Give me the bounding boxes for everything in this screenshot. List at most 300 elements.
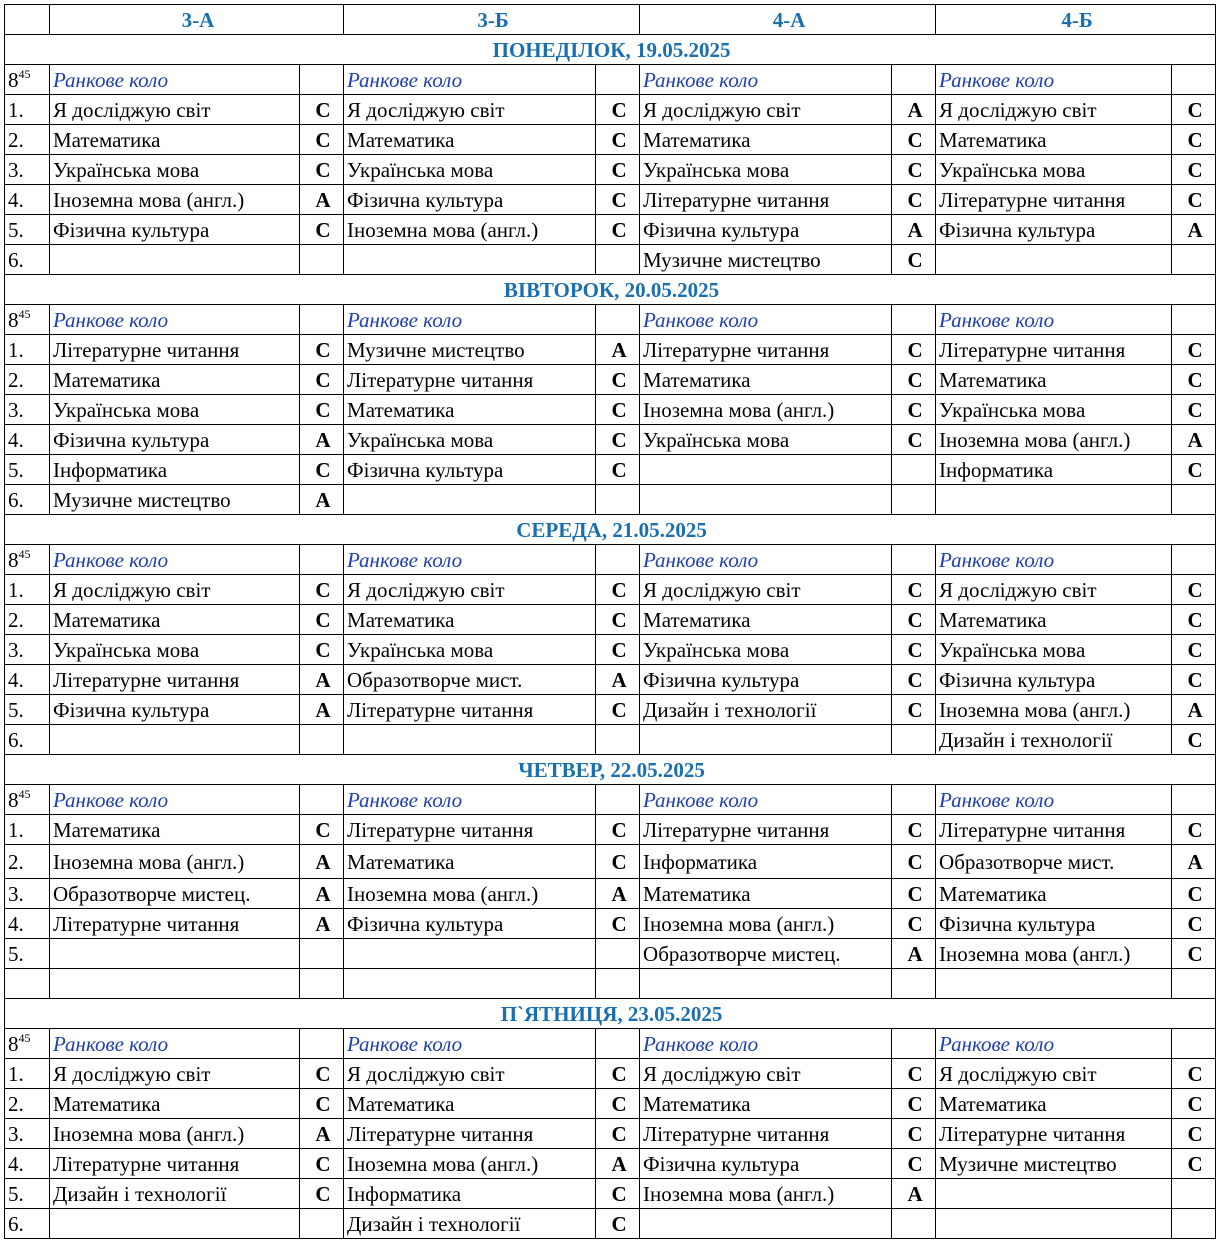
mode-cell: С [892,395,936,425]
lesson-row [5,909,1216,939]
day-header-row [5,515,1216,545]
subject-cell: Фізична культура [640,665,892,695]
subject-cell: Я досліджую світ [344,95,596,125]
subject-cell: Музичне мистецтво [50,485,300,515]
mode-cell: С [892,845,936,879]
lesson-row [5,879,1216,909]
subject-cell: Іноземна мова (англ.) [640,1179,892,1209]
mode-cell [1172,305,1216,335]
morning-circle-cell: Ранкове коло [936,305,1172,335]
lesson-row [5,365,1216,395]
mode-cell [1172,1209,1216,1239]
subject-cell: Літературне читання [640,1119,892,1149]
mode-cell: А [300,425,344,455]
mode-cell: С [300,155,344,185]
mode-cell [596,485,640,515]
mode-cell: С [1172,725,1216,755]
day-title: ЧЕТВЕР, 22.05.2025 [5,755,1216,785]
mode-cell: С [1172,1119,1216,1149]
mode-cell: С [300,605,344,635]
lesson-row [5,425,1216,455]
subject-cell: Іноземна мова (англ.) [936,695,1172,725]
lesson-number: 3. [5,879,50,909]
subject-cell: Я досліджую світ [936,95,1172,125]
mode-cell [596,969,640,999]
subject-cell: Українська мова [640,635,892,665]
morning-circle-cell: Ранкове коло [344,305,596,335]
mode-cell [892,455,936,485]
subject-cell: Літературне читання [640,815,892,845]
mode-cell: С [596,605,640,635]
lesson-number: 4. [5,425,50,455]
mode-cell: С [892,425,936,455]
mode-cell: С [596,365,640,395]
subject-cell: Іноземна мова (англ.) [50,185,300,215]
lesson-number: 1. [5,95,50,125]
time-hour: 8 [8,547,19,572]
mode-cell: С [300,395,344,425]
morning-circle-cell: Ранкове коло [50,545,300,575]
mode-cell: А [596,665,640,695]
mode-cell: С [596,909,640,939]
subject-cell: Іноземна мова (англ.) [344,879,596,909]
subject-cell: Дизайн і технології [50,1179,300,1209]
subject-cell: Математика [344,395,596,425]
mode-cell: С [892,185,936,215]
lesson-row [5,155,1216,185]
subject-cell [640,455,892,485]
mode-cell: С [892,1089,936,1119]
lesson-row [5,215,1216,245]
lesson-number: 6. [5,725,50,755]
mode-cell [300,305,344,335]
mode-cell: А [300,1119,344,1149]
mode-cell: С [892,1149,936,1179]
mode-cell [1172,245,1216,275]
morning-circle-cell: Ранкове коло [344,65,596,95]
lesson-row [5,1179,1216,1209]
subject-cell: Фізична культура [344,909,596,939]
mode-cell: С [1172,125,1216,155]
lesson-number: 3. [5,155,50,185]
mode-cell: С [1172,95,1216,125]
mode-cell: А [300,909,344,939]
subject-cell: Я досліджую світ [50,1059,300,1089]
mode-cell: С [1172,335,1216,365]
lesson-number: 3. [5,635,50,665]
subject-cell: Математика [50,125,300,155]
class-header: 4-Б [936,5,1216,35]
mode-cell: С [596,1179,640,1209]
mode-cell: С [300,125,344,155]
subject-cell [936,485,1172,515]
mode-cell: С [300,335,344,365]
mode-cell [892,65,936,95]
subject-cell: Математика [50,815,300,845]
lesson-number: 1. [5,335,50,365]
subject-cell: Українська мова [640,425,892,455]
subject-cell: Фізична культура [936,665,1172,695]
subject-cell: Я досліджую світ [640,575,892,605]
subject-cell: Я досліджую світ [344,575,596,605]
lesson-number: 2. [5,125,50,155]
mode-cell [300,969,344,999]
lesson-row [5,1149,1216,1179]
mode-cell: С [892,695,936,725]
subject-cell [50,1209,300,1239]
time-minutes: 45 [18,66,31,81]
mode-cell: А [300,485,344,515]
mode-cell: А [300,845,344,879]
subject-cell: Математика [936,605,1172,635]
mode-cell [300,65,344,95]
lesson-row [5,455,1216,485]
mode-cell: А [892,1179,936,1209]
subject-cell: Фізична культура [936,215,1172,245]
mode-cell: С [300,215,344,245]
subject-cell: Літературне читання [50,335,300,365]
day-title: П`ЯТНИЦЯ, 23.05.2025 [5,999,1216,1029]
lesson-row [5,635,1216,665]
mode-cell [300,545,344,575]
lesson-row [5,665,1216,695]
mode-cell: С [1172,605,1216,635]
lesson-number: 4. [5,1149,50,1179]
lesson-row [5,939,1216,969]
mode-cell [1172,65,1216,95]
subject-cell: Я досліджую світ [344,1059,596,1089]
lesson-row [5,969,1216,999]
lesson-row [5,1209,1216,1239]
mode-cell: А [300,695,344,725]
subject-cell [50,969,300,999]
class-header: 4-А [640,5,936,35]
lesson-row [5,125,1216,155]
subject-cell: Образотворче мистец. [50,879,300,909]
class-header: 3-А [50,5,344,35]
lesson-number: 1. [5,815,50,845]
day-header-row [5,999,1216,1029]
subject-cell [640,969,892,999]
mode-cell: С [1172,909,1216,939]
mode-cell: С [1172,155,1216,185]
subject-cell: Образотворче мистец. [640,939,892,969]
subject-cell: Іноземна мова (англ.) [50,845,300,879]
mode-cell: С [1172,1149,1216,1179]
morning-circle-cell: Ранкове коло [344,545,596,575]
mode-cell: С [596,1119,640,1149]
subject-cell: Українська мова [936,395,1172,425]
subject-cell: Математика [344,845,596,879]
subject-cell: Математика [936,879,1172,909]
subject-cell: Літературне читання [50,665,300,695]
subject-cell: Українська мова [50,155,300,185]
subject-cell: Іноземна мова (англ.) [344,1149,596,1179]
lesson-row [5,485,1216,515]
mode-cell [596,725,640,755]
mode-cell: С [892,909,936,939]
subject-cell: Математика [640,605,892,635]
lesson-number [5,969,50,999]
mode-cell: С [300,1179,344,1209]
day-header-row [5,35,1216,65]
subject-cell: Музичне мистецтво [640,245,892,275]
subject-cell: Я досліджую світ [640,1059,892,1089]
subject-cell: Фізична культура [50,425,300,455]
mode-cell: С [596,455,640,485]
corner-cell [5,5,50,35]
subject-cell [344,725,596,755]
morning-circle-cell: Ранкове коло [50,1029,300,1059]
morning-circle-cell: Ранкове коло [640,65,892,95]
subject-cell: Інформатика [50,455,300,485]
mode-cell: А [300,879,344,909]
mode-cell [892,545,936,575]
mode-cell: С [596,1059,640,1089]
mode-cell: А [300,185,344,215]
mode-cell [300,1029,344,1059]
subject-cell: Математика [936,1089,1172,1119]
subject-cell: Математика [936,365,1172,395]
class-header-row [5,5,1216,35]
subject-cell [50,725,300,755]
lesson-number: 6. [5,1209,50,1239]
mode-cell: С [596,1209,640,1239]
lesson-row [5,395,1216,425]
subject-cell: Математика [344,1089,596,1119]
subject-cell: Українська мова [344,155,596,185]
day-title: СЕРЕДА, 21.05.2025 [5,515,1216,545]
subject-cell: Дизайн і технології [344,1209,596,1239]
lesson-row [5,815,1216,845]
mode-cell: С [1172,185,1216,215]
mode-cell: А [596,879,640,909]
mode-cell: С [892,635,936,665]
mode-cell [892,969,936,999]
subject-cell: Літературне читання [640,335,892,365]
subject-cell: Образотворче мист. [344,665,596,695]
lesson-number: 4. [5,665,50,695]
mode-cell: А [892,95,936,125]
time-hour: 8 [8,1031,19,1056]
mode-cell: С [892,605,936,635]
subject-cell: Фізична культура [936,909,1172,939]
subject-cell: Фізична культура [640,1149,892,1179]
mode-cell: С [300,1149,344,1179]
mode-cell: С [596,815,640,845]
lesson-number: 3. [5,1119,50,1149]
mode-cell: С [1172,635,1216,665]
subject-cell [640,1209,892,1239]
subject-cell: Фізична культура [344,455,596,485]
subject-cell: Іноземна мова (англ.) [936,939,1172,969]
mode-cell: А [892,215,936,245]
day-header-row [5,275,1216,305]
subject-cell: Іноземна мова (англ.) [50,1119,300,1149]
mode-cell [596,305,640,335]
subject-cell: Музичне мистецтво [344,335,596,365]
mode-cell: С [300,1059,344,1089]
subject-cell: Математика [50,365,300,395]
mode-cell [892,305,936,335]
lesson-number: 5. [5,1179,50,1209]
morning-row [5,305,1216,335]
mode-cell: А [1172,695,1216,725]
subject-cell: Математика [640,365,892,395]
lesson-number: 6. [5,245,50,275]
subject-cell: Інформатика [344,1179,596,1209]
morning-circle-cell: Ранкове коло [50,305,300,335]
subject-cell: Я досліджую світ [936,1059,1172,1089]
subject-cell: Українська мова [50,395,300,425]
mode-cell: А [1172,845,1216,879]
subject-cell: Літературне читання [344,695,596,725]
subject-cell: Математика [640,125,892,155]
subject-cell: Образотворче мист. [936,845,1172,879]
mode-cell: С [596,185,640,215]
lesson-number: 3. [5,395,50,425]
lesson-row [5,185,1216,215]
mode-cell: С [892,365,936,395]
mode-cell: С [1172,575,1216,605]
subject-cell: Літературне читання [50,1149,300,1179]
subject-cell: Математика [344,605,596,635]
subject-cell: Математика [344,125,596,155]
lesson-row [5,725,1216,755]
mode-cell: С [1172,1059,1216,1089]
subject-cell: Фізична культура [344,185,596,215]
mode-cell [892,1209,936,1239]
mode-cell [300,1209,344,1239]
lesson-number: 2. [5,845,50,879]
mode-cell: С [596,155,640,185]
subject-cell: Я досліджую світ [936,575,1172,605]
day-header-row [5,755,1216,785]
mode-cell [596,65,640,95]
mode-cell: С [300,635,344,665]
morning-row [5,65,1216,95]
first-slot-time [5,1029,50,1059]
mode-cell: С [892,1119,936,1149]
mode-cell: С [596,695,640,725]
subject-cell: Дизайн і технології [640,695,892,725]
subject-cell [344,245,596,275]
morning-circle-cell: Ранкове коло [50,65,300,95]
subject-cell: Літературне читання [344,365,596,395]
mode-cell: С [300,815,344,845]
subject-cell: Літературне читання [936,1119,1172,1149]
morning-circle-cell: Ранкове коло [936,65,1172,95]
mode-cell [300,939,344,969]
subject-cell: Фізична культура [640,215,892,245]
mode-cell [1172,485,1216,515]
mode-cell [596,939,640,969]
lesson-row [5,845,1216,879]
mode-cell [300,245,344,275]
time-hour: 8 [8,787,19,812]
mode-cell [596,1029,640,1059]
mode-cell: С [1172,455,1216,485]
mode-cell: С [1172,1089,1216,1119]
subject-cell [936,245,1172,275]
schedule-table [4,4,1216,1239]
mode-cell: С [596,635,640,665]
mode-cell [1172,785,1216,815]
subject-cell: Іноземна мова (англ.) [936,425,1172,455]
subject-cell: Іноземна мова (англ.) [640,395,892,425]
subject-cell [344,485,596,515]
subject-cell: Літературне читання [344,815,596,845]
lesson-row [5,1089,1216,1119]
subject-cell: Інформатика [936,455,1172,485]
mode-cell: А [596,1149,640,1179]
lesson-row [5,575,1216,605]
mode-cell: С [1172,665,1216,695]
subject-cell: Літературне читання [936,335,1172,365]
time-hour: 8 [8,67,19,92]
subject-cell: Фізична культура [50,215,300,245]
subject-cell: Фізична культура [50,695,300,725]
mode-cell [1172,1029,1216,1059]
lesson-number: 4. [5,185,50,215]
mode-cell: С [1172,365,1216,395]
lesson-row [5,695,1216,725]
subject-cell [640,485,892,515]
mode-cell [596,545,640,575]
subject-cell: Музичне мистецтво [936,1149,1172,1179]
lesson-number: 4. [5,909,50,939]
lesson-number: 6. [5,485,50,515]
subject-cell: Українська мова [640,155,892,185]
subject-cell: Математика [50,1089,300,1119]
morning-circle-cell: Ранкове коло [344,1029,596,1059]
first-slot-time [5,65,50,95]
mode-cell [596,245,640,275]
subject-cell: Літературне читання [640,185,892,215]
day-title: ВІВТОРОК, 20.05.2025 [5,275,1216,305]
lesson-number: 1. [5,1059,50,1089]
subject-cell: Я досліджую світ [50,95,300,125]
mode-cell: С [892,665,936,695]
subject-cell: Українська мова [50,635,300,665]
morning-circle-cell: Ранкове коло [640,305,892,335]
mode-cell: А [596,335,640,365]
subject-cell [344,969,596,999]
day-title: ПОНЕДІЛОК, 19.05.2025 [5,35,1216,65]
mode-cell [596,785,640,815]
subject-cell: Математика [640,1089,892,1119]
subject-cell: Математика [640,879,892,909]
morning-circle-cell: Ранкове коло [640,1029,892,1059]
subject-cell: Математика [936,125,1172,155]
mode-cell: С [892,815,936,845]
class-header: 3-Б [344,5,640,35]
mode-cell [300,725,344,755]
lesson-number: 5. [5,455,50,485]
mode-cell: С [892,575,936,605]
subject-cell: Інформатика [640,845,892,879]
mode-cell: С [892,245,936,275]
mode-cell: С [1172,939,1216,969]
mode-cell: С [892,125,936,155]
lesson-number: 1. [5,575,50,605]
mode-cell: С [892,155,936,185]
mode-cell: С [596,425,640,455]
subject-cell: Українська мова [344,425,596,455]
first-slot-time [5,545,50,575]
mode-cell: А [1172,425,1216,455]
mode-cell: С [300,455,344,485]
